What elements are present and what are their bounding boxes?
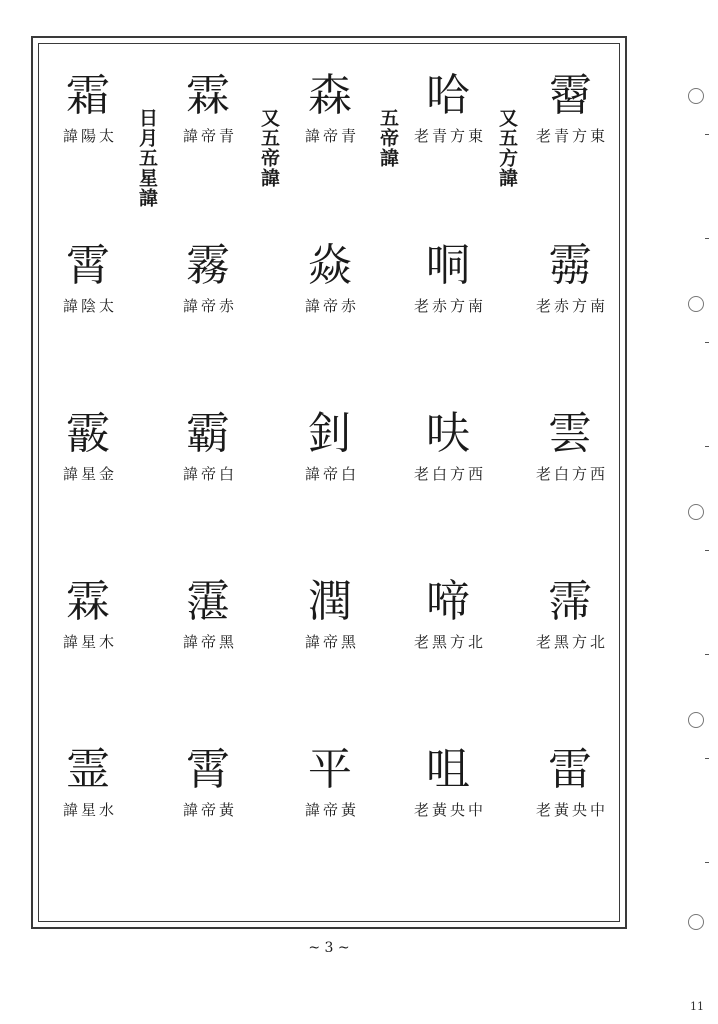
talisman-label: 青帝諱 (181, 128, 235, 144)
talisman-glyph: 平 (308, 744, 352, 795)
talisman-glyph: 霰 (66, 408, 110, 459)
talisman-label: 水星諱 (61, 802, 115, 818)
talisman-label: 金星諱 (61, 466, 115, 482)
margin-tick (705, 342, 709, 343)
talisman-label: 黃帝諱 (181, 802, 235, 818)
section-header: 五帝諱 (377, 108, 399, 168)
section-header: 又五方諱 (496, 108, 518, 188)
talisman-label: 中央黃老 (534, 802, 606, 818)
talisman-glyph: 雲 (548, 408, 592, 459)
talisman-glyph: 霄 (66, 240, 110, 291)
talisman-glyph: 霮 (186, 576, 230, 627)
binder-hole (688, 88, 704, 104)
margin-tick (705, 758, 709, 759)
talisman-label: 木星諱 (61, 634, 115, 650)
talisman-glyph: 霸 (186, 408, 230, 459)
talisman-glyph: 霊 (66, 744, 110, 795)
talisman-label: 黑帝諱 (303, 634, 357, 650)
talisman-label: 中央黃老 (412, 802, 484, 818)
talisman-glyph: 啼 (426, 576, 470, 627)
talisman-glyph: 呋 (426, 408, 470, 459)
talisman-glyph: 哃 (426, 240, 470, 291)
margin-tick (705, 446, 709, 447)
margin-tick (705, 238, 709, 239)
talisman-label: 太陰諱 (61, 298, 115, 314)
talisman-label: 白帝諱 (181, 466, 235, 482)
talisman-label: 太陽諱 (61, 128, 115, 144)
talisman-glyph: 咀 (426, 744, 470, 795)
binder-hole (688, 296, 704, 312)
talisman-label: 赤帝諱 (181, 298, 235, 314)
talisman-glyph: 霖 (186, 70, 230, 121)
section-header: 日月五星諱 (136, 108, 158, 208)
talisman-glyph: 潤 (308, 576, 352, 627)
talisman-glyph: 森 (308, 70, 352, 121)
talisman-label: 黃帝諱 (303, 802, 357, 818)
talisman-label: 黑帝諱 (181, 634, 235, 650)
page-number: ~ 3 ~ (308, 940, 350, 956)
talisman-label: 北方黑老 (412, 634, 484, 650)
talisman-label: 青帝諱 (303, 128, 357, 144)
corner-number: 11 (690, 1000, 704, 1013)
talisman-label: 北方黑老 (534, 634, 606, 650)
talisman-label: 西方白老 (412, 466, 484, 482)
talisman-label: 南方赤老 (412, 298, 484, 314)
talisman-glyph: 霖 (66, 576, 110, 627)
talisman-label: 西方白老 (534, 466, 606, 482)
talisman-glyph: 霫 (548, 70, 592, 121)
margin-tick (705, 862, 709, 863)
binder-hole (688, 712, 704, 728)
margin-tick (705, 654, 709, 655)
talisman-glyph: 雷 (548, 744, 592, 795)
talisman-label: 東方青老 (534, 128, 606, 144)
margin-tick (705, 134, 709, 135)
binder-hole (688, 914, 704, 930)
talisman-label: 南方赤老 (534, 298, 606, 314)
talisman-glyph: 霧 (186, 240, 230, 291)
talisman-glyph: 霈 (548, 576, 592, 627)
talisman-glyph: 霜 (66, 70, 110, 121)
section-header: 又五帝諱 (258, 108, 280, 188)
talisman-glyph: 釗 (308, 408, 352, 459)
talisman-label: 赤帝諱 (303, 298, 357, 314)
margin-tick (705, 550, 709, 551)
talisman-label: 東方青老 (412, 128, 484, 144)
talisman-label: 白帝諱 (303, 466, 357, 482)
binder-hole (688, 504, 704, 520)
talisman-glyph: 霄 (186, 744, 230, 795)
talisman-glyph: 哈 (426, 70, 470, 121)
talisman-glyph: 霛 (548, 240, 592, 291)
talisman-glyph: 焱 (308, 240, 352, 291)
